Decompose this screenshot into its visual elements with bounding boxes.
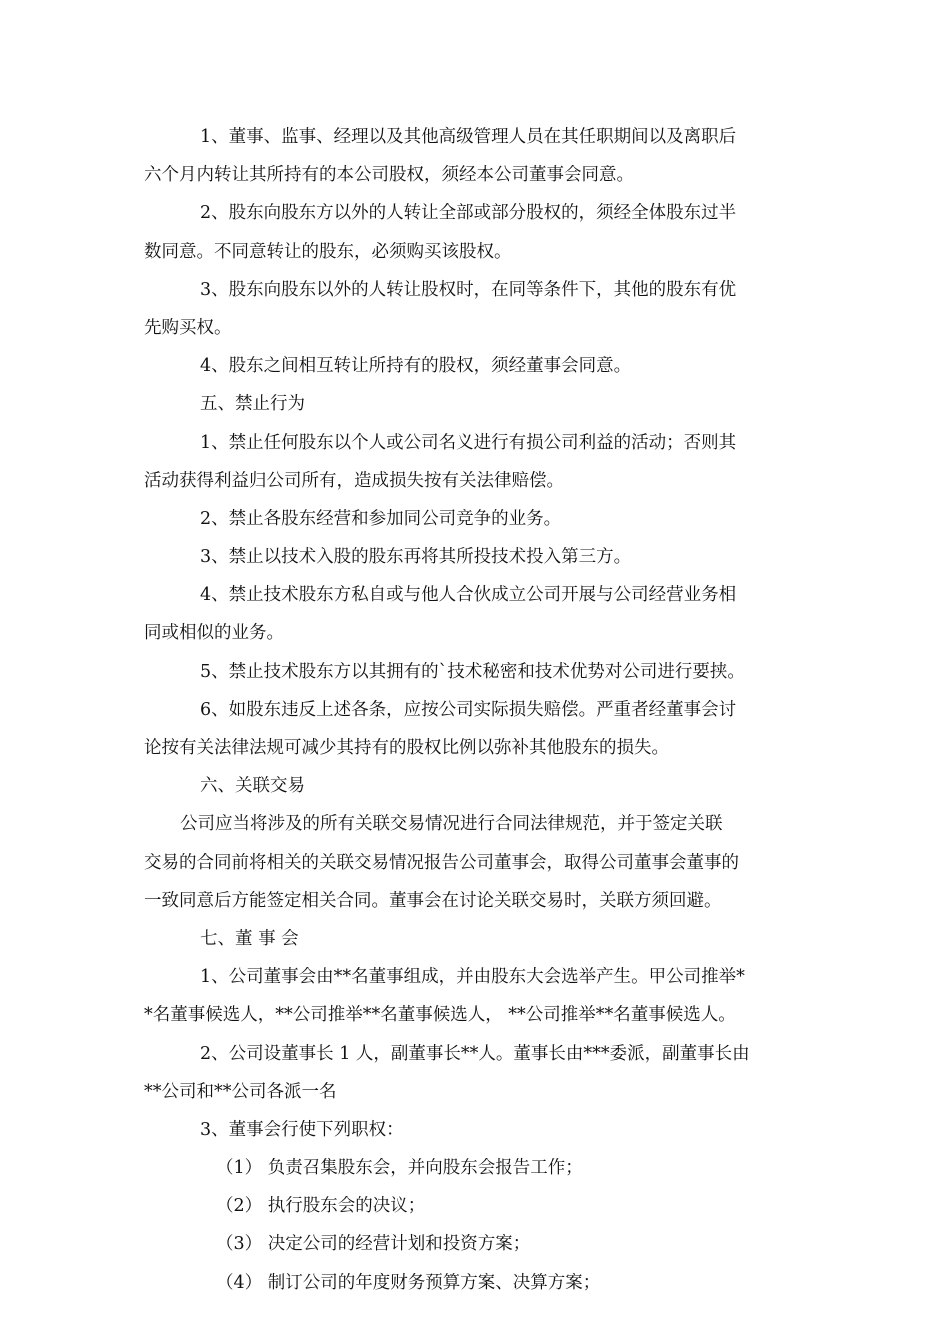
power-item-2: （2） 执行股东会的决议； [216, 1196, 426, 1217]
prohibition-1-line-2: 活动获得利益归公司所有，造成损失按有关法律赔偿。 [144, 470, 564, 491]
related-transactions-line-1: 公司应当将涉及的所有关联交易情况进行合同法律规范，并于签定关联 [180, 814, 723, 835]
related-transactions-line-3: 一致同意后方能签定相关合同。董事会在讨论关联交易时，关联方须回避。 [144, 890, 722, 911]
related-transactions-line-2: 交易的合同前将相关的关联交易情况报告公司董事会，取得公司董事会董事的 [144, 852, 739, 873]
clause-4-line-1: 4、股东之间相互转让所持有的股权，须经董事会同意。 [200, 356, 632, 377]
section-6-heading: 六、关联交易 [200, 776, 305, 797]
clause-2-line-2: 数同意。不同意转让的股东，必须购买该股权。 [144, 241, 512, 262]
clause-1-line-1: 1、董事、监事、经理以及其他高级管理人员在其任职期间以及离职后 [200, 127, 737, 147]
prohibition-5-line-1: 5、禁止技术股东方以其拥有的`技术秘密和技术优势对公司进行要挟。 [200, 661, 745, 682]
board-1-line-1: 1、公司董事会由**名董事组成，并由股东大会选举产生。甲公司推举* [200, 967, 745, 988]
prohibition-2-line-1: 2、禁止各股东经营和参加同公司竞争的业务。 [200, 508, 562, 529]
section-7-heading: 七、董 事 会 [200, 928, 299, 949]
prohibition-6-line-2: 论按有关法律法规可减少其持有的股权比例以弥补其他股东的损失。 [144, 738, 669, 758]
prohibition-4-line-1: 4、禁止技术股东方私自或与他人合伙成立公司开展与公司经营业务相 [200, 585, 737, 606]
document-page [144, 118, 804, 1302]
prohibition-4-line-2: 同或相似的业务。 [144, 623, 284, 644]
clause-2-line-1: 2、股东向股东方以外的人转让全部或部分股权的，须经全体股东过半 [200, 203, 737, 224]
power-item-3: （3） 决定公司的经营计划和投资方案； [216, 1234, 531, 1255]
board-1-line-2: *名董事候选人，**公司推举**名董事候选人， **公司推举**名董事候选人。 [144, 1005, 736, 1026]
board-2-line-1: 2、公司设董事长 1 人，副董事长**人。董事长由***委派，副董事长由 [200, 1043, 750, 1064]
clause-3-line-2: 先购买权。 [144, 317, 232, 338]
power-item-1: （1） 负责召集股东会，并向股东会报告工作； [216, 1158, 583, 1179]
board-3-line-1: 3、董事会行使下列职权： [200, 1119, 404, 1140]
clause-3-line-1: 3、股东向股东以外的人转让股权时，在同等条件下，其他的股东有优 [200, 279, 737, 300]
prohibition-1-line-1: 1、禁止任何股东以个人或公司名义进行有损公司利益的活动；否则其 [200, 432, 737, 453]
board-2-line-2: **公司和**公司各派一名 [144, 1081, 337, 1102]
section-5-heading: 五、禁止行为 [200, 394, 305, 415]
prohibition-6-line-1: 6、如股东违反上述各条，应按公司实际损失赔偿。严重者经董事会讨 [200, 699, 737, 720]
power-item-4: （4） 制订公司的年度财务预算方案、决算方案； [216, 1272, 601, 1293]
prohibition-3-line-1: 3、禁止以技术入股的股东再将其所投技术投入第三方。 [200, 547, 632, 568]
clause-1-line-2: 六个月内转让其所持有的本公司股权，须经本公司董事会同意。 [144, 165, 634, 186]
